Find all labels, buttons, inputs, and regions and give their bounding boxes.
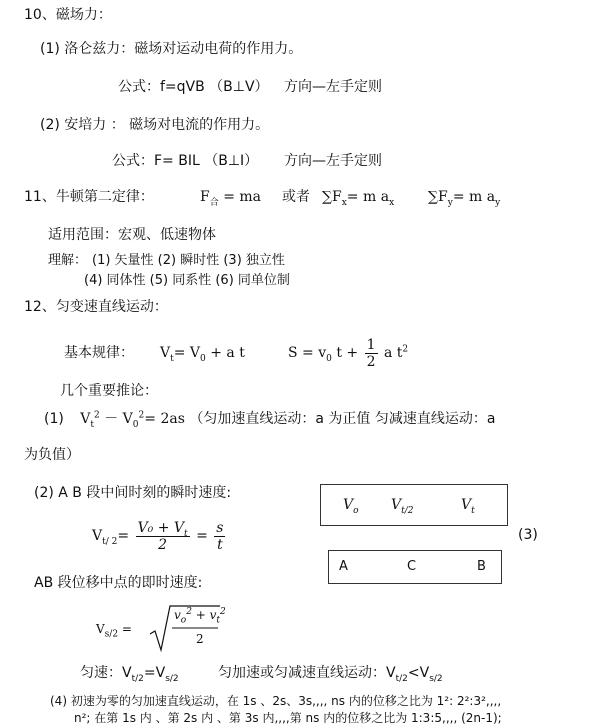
mid-position-lhs: $V_{s/2}$ = — [96, 622, 132, 640]
mid-time-fraction-2: $\frac{s}{t}$ — [216, 519, 224, 553]
mid-time-fraction-1: $\frac{V_0 + V_t}{2}$ — [137, 519, 188, 553]
newton-formula-1: $F_合$ = ma — [200, 189, 261, 208]
mid-time-velocity-formula: $V_{t/ 2}=$ $\frac{V_0 + V_t}{2}$ = $\frac{s}{t}$ — [92, 519, 224, 553]
accelerated-comparison: 匀加速或匀减速直线运动：$V_{t/2}<V_{s/2}$ — [218, 665, 443, 684]
lorentz-label: (1) 洛仑兹力：磁场对运动电荷的作用力。 — [40, 41, 303, 57]
point-c: C — [407, 559, 417, 574]
inference-3-label: AB 段位移中点的即时速度: — [34, 575, 203, 591]
inference-3-tag: (3) — [518, 527, 538, 543]
inferences-label: 几个重要推论： — [60, 383, 158, 399]
section-10-heading: 10、磁场力： — [24, 7, 112, 23]
basic-law-label: 基本规律： — [64, 345, 134, 361]
inference-1-continued: 为负值） — [24, 447, 80, 463]
section-11-heading: 11、牛顿第二定律： — [24, 189, 154, 205]
box-vt: $V_t$ — [461, 497, 475, 516]
section-12-heading: 12、匀变速直线运动： — [24, 299, 168, 315]
box-v0: $V_o$ — [343, 497, 359, 516]
displacement-law: $S = v_0$ t + $\frac{1}{2}$ a $t^2$ — [288, 336, 409, 370]
lorentz-direction: 方向—左手定则 — [284, 79, 382, 95]
mid-position-denominator: 2 — [196, 632, 204, 646]
ampere-label: (2) 安培力 ： 磁场对电流的作用力。 — [40, 117, 270, 133]
velocity-law: $V_t= V_0 + a$ t — [160, 345, 245, 364]
mid-position-numerator: $v_o^2 + v_t^2$ — [174, 607, 226, 626]
lorentz-formula: 公式：f=qVB （B⊥V） — [118, 79, 269, 95]
uniform-comparison: 匀速：$V_{t/2}=V_{s/2}$ — [80, 665, 179, 684]
newton-understanding-label: 理解： — [48, 253, 88, 268]
box-vt2: $V_{t/2}$ — [391, 497, 414, 516]
point-b: B — [477, 559, 486, 574]
inference-4-line-2: n²; 在第 1s 内 、第 2s 内 、第 3s 内,,,,第 ns 内的位移之比为 1:3:5,,,, (2n-1); — [74, 711, 502, 725]
velocity-box — [320, 484, 508, 526]
inference-1: (1) $V_t^2 - V_0^2= 2as$ （匀加速直线运动：a 为正值 匀减速直线运动：a — [44, 410, 496, 430]
ampere-formula: 公式：F= BIL （B⊥I） — [112, 153, 259, 169]
newton-or: 或者 — [282, 189, 310, 205]
newton-formula-2: $\sum F_x= m$ $a_x$ — [322, 189, 395, 208]
half-fraction: $\frac{1}{2}$ — [366, 336, 376, 370]
newton-scope: 适用范围：宏观、低速物体 — [48, 227, 216, 243]
inference-2-label: (2) A B 段中间时刻的瞬时速度: — [34, 485, 232, 501]
inference-4-line-1: (4) 初速为零的匀加速直线运动，在 1s 、2s、3s,,,, ns 内的位移之比为 1²: 2²:3²,,,, — [50, 694, 502, 708]
point-a: A — [339, 559, 348, 574]
newton-understanding-row-2: (4) 同体性 (5) 同系性 (6) 同单位制 — [84, 273, 290, 288]
segment-box — [328, 550, 502, 584]
newton-formula-3: $\sum F_y= m$ $a_y$ — [428, 189, 501, 208]
newton-understanding-row-1: (1) 矢量性 (2) 瞬时性 (3) 独立性 — [92, 253, 285, 268]
ampere-direction: 方向—左手定则 — [284, 153, 382, 169]
